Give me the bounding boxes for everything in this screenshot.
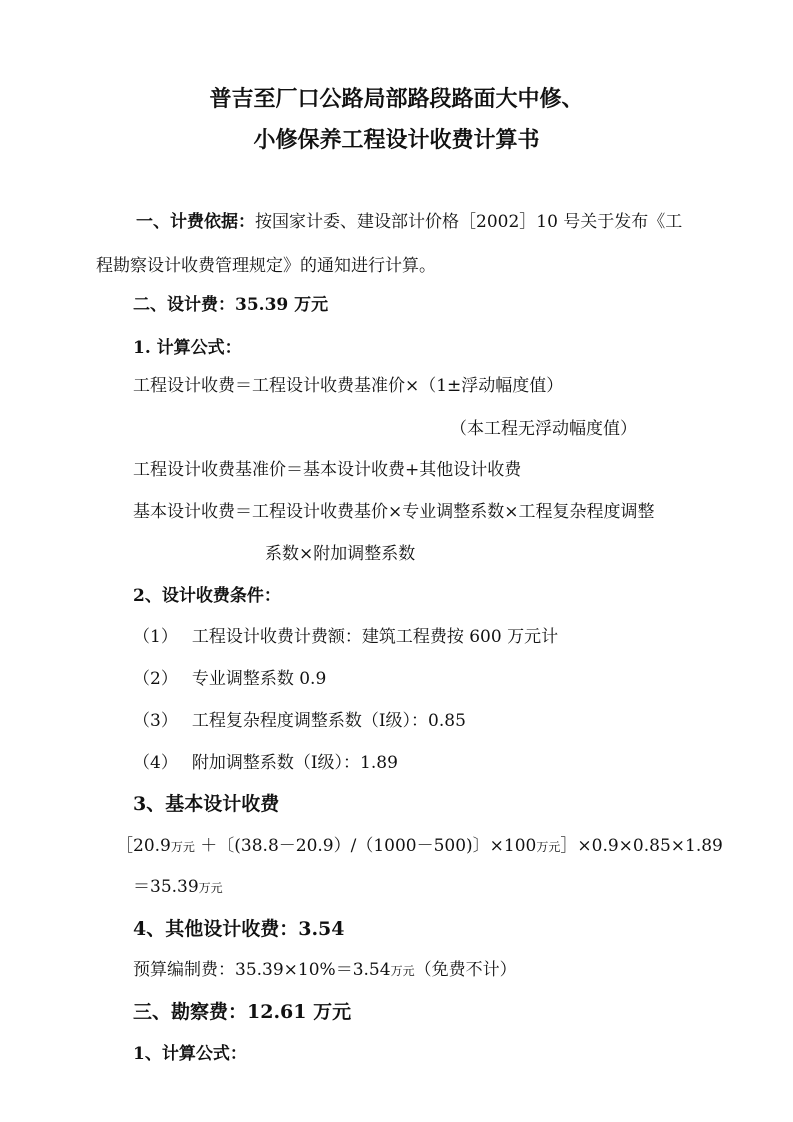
calc-part: ［20.9 [116, 836, 171, 856]
condition-text: 工程设计收费计费额：建筑工程费按 600 万元计 [191, 627, 559, 647]
other-fee-heading: 4、其他设计收费：3.54 [133, 918, 345, 940]
condition-text: 专业调整系数 0.9 [191, 669, 327, 689]
section2-heading: 二、设计费：35.39 万元 [133, 295, 329, 315]
condition-item [133, 752, 398, 774]
condition-item [133, 710, 466, 732]
basic-fee-result [133, 876, 223, 899]
calc-part: ］×0.9×0.85×1.89 [560, 836, 723, 856]
calc-result: ＝35.39 [133, 877, 199, 897]
section1-paragraph [136, 211, 682, 233]
formula-line1-note: （本工程无浮动幅度值） [450, 419, 637, 439]
basic-fee-heading: 3、基本设计收费 [133, 793, 280, 815]
calc-part: ＋〔(38.8－20.9）/（1000－500)〕×100 [194, 836, 537, 856]
condition-number: （2） [133, 669, 178, 689]
budget-fee-line [133, 959, 517, 982]
budget-text: 预算编制费：35.39×10%＝3.54 [133, 960, 391, 980]
condition-number: （4） [133, 753, 178, 773]
document-title-line1: 普吉至厂口公路局部路段路面大中修、 [209, 86, 584, 112]
section3-heading: 三、勘察费：12.61 万元 [133, 1001, 352, 1023]
calc-unit: 万元 [536, 840, 561, 854]
condition-number: （1） [133, 627, 178, 647]
formula-line3b: 系数×附加调整系数 [265, 544, 416, 564]
formula-line3a: 基本设计收费＝工程设计收费基价×专业调整系数×工程复杂程度调整 [133, 502, 655, 522]
budget-note: （免费不计） [414, 960, 517, 980]
calc-unit: 万元 [170, 840, 195, 854]
section1-heading: 一、计费依据： [136, 212, 255, 232]
formula-line1: 工程设计收费＝工程设计收费基准价×（1±浮动幅度值） [133, 376, 564, 396]
condition-number: （3） [133, 711, 178, 731]
formula-heading: 1. 计算公式： [133, 338, 242, 358]
section1-text1: 按国家计委、建设部计价格［2002］10 号关于发布《工 [255, 212, 683, 232]
condition-item [133, 668, 326, 690]
conditions-heading: 2、设计收费条件： [133, 586, 281, 606]
section3-formula-heading: 1、计算公式： [133, 1044, 247, 1064]
document-title-line2: 小修保养工程设计收费计算书 [253, 127, 540, 153]
budget-unit: 万元 [390, 964, 415, 978]
condition-item [133, 626, 558, 648]
condition-text: 工程复杂程度调整系数（Ⅰ级）：0.85 [191, 711, 466, 731]
basic-fee-calculation [116, 835, 723, 858]
section1-text2: 程勘察设计收费管理规定》的通知进行计算。 [96, 256, 436, 276]
formula-line2: 工程设计收费基准价＝基本设计收费+其他设计收费 [133, 460, 522, 480]
calc-unit: 万元 [198, 881, 223, 895]
condition-text: 附加调整系数（Ⅰ级）：1.89 [191, 753, 398, 773]
